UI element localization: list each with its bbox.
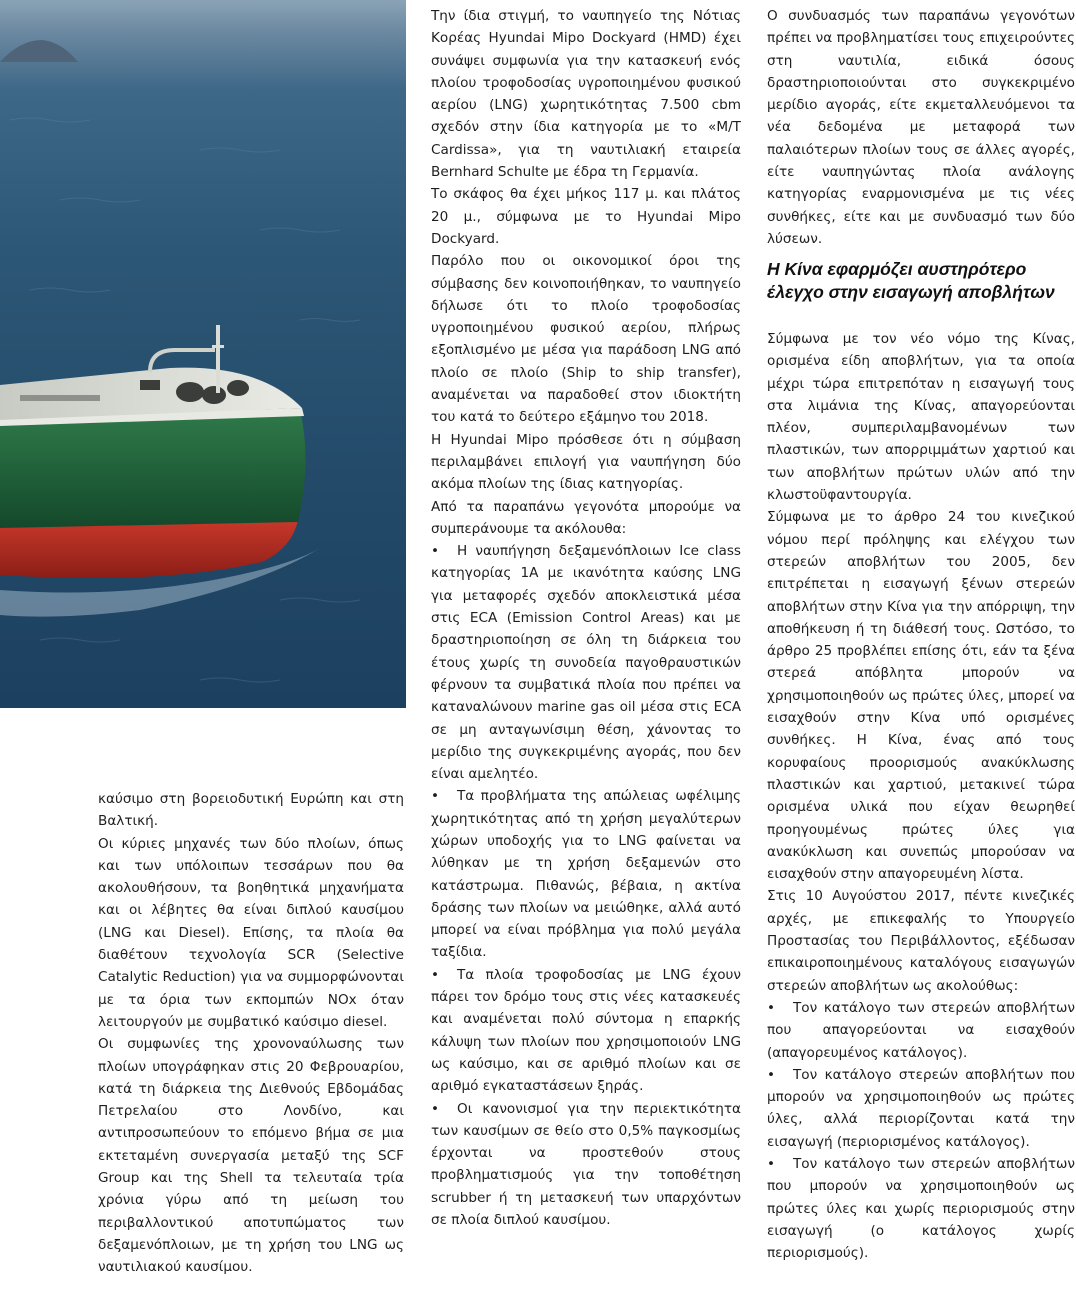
bullet-item: • Τον κατάλογο στερεών αποβλήτων που μπορούν να χρησιμοποιηθούν ως πρώτες ύλες, αλλά περιορίζονται κατά την εισαγωγή (περιορισμένος κατάλογος). (767, 1064, 1075, 1153)
paragraph: Ο συνδυασμός των παραπάνω γεγονότων πρέπει να προβληματίσει τους επιχειρούντες στη ναυτιλία, ειδικά όσους δραστηριοποιούνται στο συγκεκριμένο μερίδιο αγοράς, είτε εκμεταλλευόμενοι τα νέα δεδομένα με μεταφορά των παλαιότερων πλοίων τους σε άλλες αγορές, είτε ναυπηγώντας πλοία ανάλογης κατηγορίας εναρμονισμένα με τις νέες συνθήκες, είτε και με συνδυασμό των δύο λύσεων. (767, 8, 1075, 247)
paragraph: Από τα παραπάνω γεγονότα μπορούμε να συμπεράνουμε τα ακόλουθα: (431, 498, 741, 537)
paragraph: Σύμφωνα με το άρθρο 24 του κινεζικού νόμου περί πρόληψης και ελέγχου των στερεών αποβλήτων του 2005, δεν επιτρέπεται η εισαγωγή ξένων στερεών αποβλήτων στην Κίνα για την απόρριψη, την αποθήκευση ή τη διάθεσή τους. Ωστόσο, το άρθρο 25 προβλέπει επίσης ότι, εάν τα ξένα στερεά απόβλητα μπορούν να χρησιμοποιηθούν ως πρώτες ύλες, μπορεί να εισαχθούν στην Κίνα υπό ορισμένες συνθήκες. Η Κίνα, ένας από τους κορυφαίους προορισμούς ανακύκλωσης πλαστικών και χαρτιού, μετακινεί τώρα ορισμένα υλικά που είχαν θεωρηθεί προηγουμένως πρώτες ύλες για ανακύκλωση και συνεπώς μπορούσαν να εισαχθούν στην απαγορευμένη λίστα. (767, 509, 1075, 883)
tanker-illustration (0, 0, 406, 708)
bullet-item: • Οι κανονισμοί για την περιεκτικότητα των καυσίμων σε θείο στο 0,5% παγκοσμίως έρχονται να προστεθούν στους προβληματισμούς για την τοποθέτηση scrubber ή τη μετασκευή των υπαρχόντων σε πλοία διπλού καυσίμου. (431, 1098, 741, 1232)
hull-red-shape (0, 520, 298, 578)
text-column-1 (98, 788, 404, 1279)
paragraph: καύσιμο στη βορειοδυτική Ευρώπη και στη Βαλτική. (98, 791, 404, 830)
paragraph: Την ίδια στιγμή, το ναυπηγείο της Νότιας Κορέας Hyundai Mipo Dockyard (HMD) έχει συνάψει συμφωνία για την κατασκευή ενός πλοίου τροφοδοσίας υγροποιημένου φυσικού αερίου (LNG) χωρητικότητας 7.500 cbm σχεδόν στην ίδια κατηγορία με το «M/T Cardissa», για τη ναυτιλιακή εταιρεία Bernhard Schulte με έδρα τη Γερμανία. (431, 8, 741, 181)
section-heading-line-2: έλεγχο στην εισαγωγή αποβλήτων (767, 282, 1055, 302)
paragraph: Παρόλο που οι οικονομικοί όροι της σύμβασης δεν κοινοποιήθηκαν, το ναυπηγείο δήλωσε ότι το πλοίο τροφοδοσίας υγροποιημένου φυσικού αερίου, πλήρως εξοπλισμένο με μέσα για παράδοση LNG από πλοίο σε πλοίο (Ship to ship transfer), αναμένεται να παραδοθεί στον ιδιοκτήτη του κατά το δεύτερο εξάμηνο του 2018. (431, 253, 741, 426)
bullet-item: • Τα πλοία τροφοδοσίας με LNG έχουν πάρει τον δρόμο τους στις νέες κατασκευές και αναμένεται πολύ σύντομα η επαρκής κάλυψη των πλοίων που χρησιμοποιούν LNG ως καύσιμο, και σε αριθμό πλοίων και σε αριθμό εγκαταστάσεων ξηράς. (431, 964, 741, 1098)
bullet-item: • Τον κατάλογο των στερεών αποβλήτων που μπορούν να χρησιμοποιηθούν ως πρώτες ύλες και χωρίς περιορισμούς στην εισαγωγή (ο κατάλογος χωρίς περιορισμούς). (767, 1153, 1075, 1264)
paragraph: Οι συμφωνίες της χρονοναύλωσης των πλοίων υπογράφηκαν στις 20 Φεβρουαρίου, κατά τη διάρκεια της Διεθνούς Εβδομάδας Πετρελαίου στο Λονδίνο, και αντιπροσωπεύουν το επόμενο βήμα σε μια εκτεταμένη συνεργασία μεταξύ της SCF Group και της Shell τα τελευταία τρία χρόνια γύρω από τη μείωση του περιβαλλοντικού αποτυπώματος των δεξαμενόπλοιων, με τη χρήση του LNG ως ναυτιλιακού καυσίμου. (98, 1036, 404, 1276)
paragraph: Το σκάφος θα έχει μήκος 117 μ. και πλάτος 20 μ., σύμφωνα με το Hyundai Mipo Dockyard. (431, 186, 741, 247)
text-column-2 (431, 5, 741, 1231)
paragraph: Η Hyundai Mipo πρόσθεσε ότι η σύμβαση περιλαμβάνει επιλογή για ναυπήγηση δύο ακόμα πλοίων της ίδιας κατηγορίας. (431, 431, 741, 493)
section-heading (767, 258, 1075, 304)
paragraph: Οι κύριες μηχανές των δύο πλοίων, όπως και των υπόλοιπων τεσσάρων που θα ακολουθήσουν, τα βοηθητικά μηχανήματα και οι λέβητες θα είναι διπλού καυσίμου (LNG και Diesel). Επίσης, τα πλοία θα διαθέτουν τεχνολογία SCR (Selective Catalytic Reduction) για να συμμορφώνονται με τα όρια των εκπομπών NOx όταν λειτουργούν με συμβατικό καύσιμο diesel. (98, 835, 404, 1030)
text-column-3 (767, 328, 1075, 1264)
island-shape (0, 40, 78, 62)
bullet-item: • Τα προβλήματα της απώλειας ωφέλιμης χωρητικότητας από τη χρήση μεγαλύτερων χώρων υποδοχής για το LNG φαίνεται να λύθηκαν με τη χρήση δεξαμενών στο κατάστρωμα. Πιθανώς, βέβαια, η ακτίνα δράσης των πλοίων να μειώθηκε, αλλά αυτό μπορεί να είναι πρόβλημα για πολύ μεγάλα ταξίδια. (431, 785, 741, 963)
tanker-photo (0, 0, 406, 708)
paragraph: Σύμφωνα με τον νέο νόμο της Κίνας, ορισμένα είδη αποβλήτων, για τα οποία μέχρι τώρα επιτρεπόταν η εισαγωγή τους στα λιμάνια της Κίνας, απαγορεύονται πλέον, συμπεριλαμβανομένων των πλαστικών, των απορριμμάτων χαρτιού και των αποβλήτων πρώτων υλών από την κλωστοϋφαντουργία. (767, 331, 1075, 504)
paragraph: Στις 10 Αυγούστου 2017, πέντε κινεζικές αρχές, με επικεφαλής το Υπουργείο Προστασίας του Περιβάλλοντος, εξέδωσαν επικαιροποιημένους καταλόγους εισαγωγών στερεών αποβλήτων ως ακολούθως: (767, 888, 1075, 994)
bullet-item: • Τον κατάλογο των στερεών αποβλήτων που απαγορεύονται να εισαχθούν (απαγορευμένος κατάλογος). (767, 997, 1075, 1064)
hull-green-shape (0, 410, 306, 528)
section-heading-line-1: Η Κίνα εφαρμόζει αυστηρότερο (767, 259, 1027, 279)
bullet-item: • Η ναυπήγηση δεξαμενόπλοιων Ice class κατηγορίας 1A με ικανότητα καύσης LNG για μεταφορές σχεδόν αποκλειστικά μέσα στις ECA (Emission Control Areas) και με δραστηριοποίηση σε όλη τη διάρκεια του έτους χωρίς τη συνοδεία παγοθραυστικών φέρνουν τα συμβατικά πλοία που πρέπει να καταναλώνουν marine gas oil μέσα στις ECA σε μη ανταγωνίσιμη θέση, χάνοντας το μερίδιο της συγκεκριμένης αγοράς, που δεν είναι αμελητέο. (431, 540, 741, 785)
text-column-3-intro (767, 5, 1075, 250)
